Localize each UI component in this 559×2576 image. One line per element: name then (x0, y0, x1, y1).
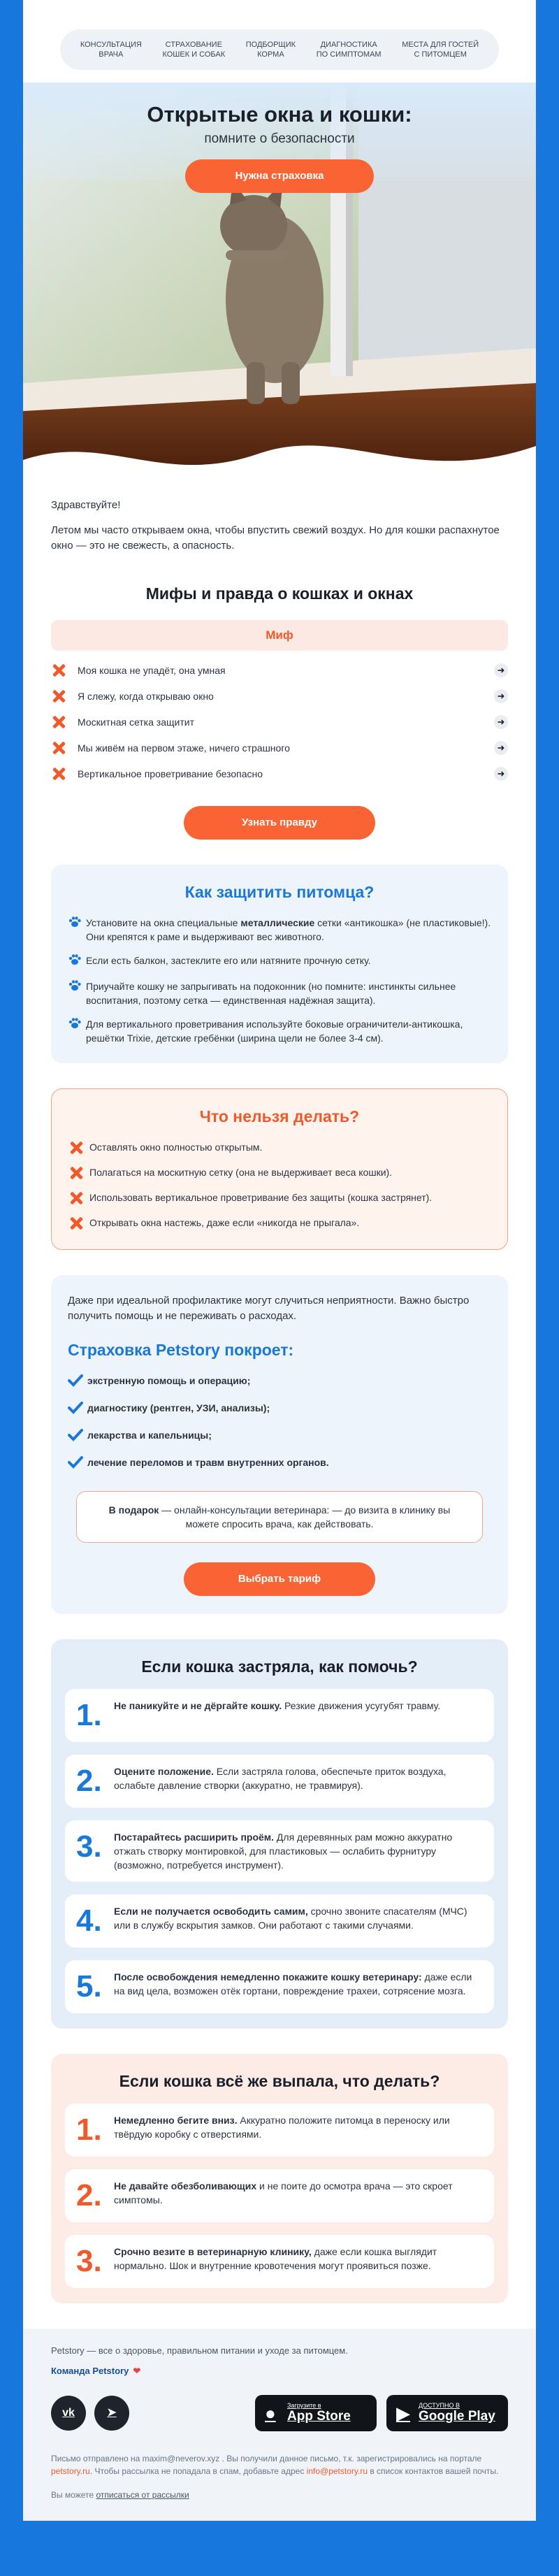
myth-item[interactable]: Я слежу, когда открываю окно ➜ (51, 684, 508, 709)
checkmark-icon (68, 1428, 87, 1446)
vk-icon[interactable]: vk (51, 2396, 86, 2431)
insurance-panel (51, 1275, 508, 1614)
step-number: 1. (76, 2113, 102, 2147)
nav-item-diagnostics[interactable]: ДИАГНОСТИКА ПО СИМПТОМАМ (316, 41, 382, 59)
nav-item-food[interactable]: ПОДБОРЩИК КОРМА (245, 41, 296, 59)
fell-panel (51, 2054, 508, 2303)
step-number: 2. (76, 2178, 102, 2212)
hero-header (23, 82, 536, 180)
fell-title: Если кошка всё же выпала, что делать? (119, 2072, 440, 2090)
greeting-text: Летом мы часто открываем окна, чтобы впустить свежий воздух. Но для кошки распахнутое окно — это не свежесть, а опасность. (51, 524, 500, 552)
arrow-right-icon[interactable]: ➜ (494, 715, 508, 729)
footer (23, 2329, 536, 2521)
arrow-right-icon[interactable]: ➜ (494, 741, 508, 755)
insurance-title: Страховка Petstory покроет: (68, 1341, 294, 1359)
myth-item[interactable]: Москитная сетка защитит ➜ (51, 710, 508, 735)
step-card: 5. После освобождения немедленно покажите кошку ветеринару: даже если на вид цела, возможен отёк гортани, повреждение трахеи, сотрясение мозга. (65, 1960, 494, 2013)
stuck-panel (51, 1639, 508, 2029)
cross-icon (68, 1140, 89, 1156)
list-item: лечение переломов и травм внутренних органов. (68, 1455, 491, 1473)
cross-icon (51, 740, 66, 756)
heart-icon: ❤ (133, 2366, 141, 2376)
checkmark-icon (68, 1374, 87, 1391)
greeting (23, 498, 536, 554)
myths-title: Мифы и правда о кошках и окнах (145, 584, 414, 603)
google-play-icon: ▶ (396, 2402, 410, 2424)
site-link[interactable]: petstory.ru (51, 2466, 90, 2476)
hero-title: Открытые окна и кошки: (147, 102, 412, 127)
list-item: Открывать окна настежь, даже если «никогда не прыгала». (68, 1216, 491, 1231)
cross-icon (51, 689, 66, 704)
step-card: 1. Немедленно бегите вниз. Аккуратно положите питомца в переноску или твёрдую коробку с отверстиями. (65, 2103, 494, 2157)
cross-icon (51, 766, 66, 782)
myth-item[interactable]: Вертикальное проветривание безопасно ➜ (51, 761, 508, 786)
step-number: 3. (76, 2244, 102, 2278)
list-item: Полагаться на москитную сетку (она не выдерживает веса кошки). (68, 1165, 491, 1181)
cross-icon (68, 1165, 89, 1181)
paw-icon (68, 915, 86, 944)
myth-list (51, 658, 508, 786)
learn-truth-button[interactable]: Узнать правду (184, 806, 375, 840)
legal-text: Письмо отправлено на maxim@neverov.xyz . Вы получили данное письмо, т.к. зарегистрировались на портале petstory.ru. Чтобы рассылка не попадала в спам, добавьте адрес info@petstory.ru в список контактов вашей почты. (51, 2454, 499, 2476)
step-number: 2. (76, 1764, 102, 1798)
cross-icon (51, 663, 66, 678)
arrow-right-icon[interactable]: ➜ (494, 663, 508, 677)
arrow-right-icon[interactable]: ➜ (494, 689, 508, 703)
need-insurance-button[interactable]: Нужна страховка (185, 159, 374, 193)
myth-header: Миф (51, 620, 508, 651)
footer-signature: Команда Petstory ❤ (51, 2366, 141, 2376)
choose-plan-button[interactable]: Выбрать тариф (184, 1562, 375, 1596)
myth-item[interactable]: Мы живём на первом этаже, ничего страшного ➜ (51, 735, 508, 761)
insurance-intro: Даже при идеальной профилактике могут случиться неприятности. Важно быстро получить помощь и не переживать о расходах. (68, 1295, 470, 1322)
step-number: 5. (76, 1969, 102, 2003)
list-item: Использовать вертикальное проветривание без защиты (кошка застрянет). (68, 1190, 491, 1206)
unsubscribe: Вы можете отписаться от рассылки (51, 2490, 189, 2500)
checkmark-icon (68, 1455, 87, 1473)
list-item: Приучайте кошку не запрыгивать на подоконник (но помните: инстинкты сильнее воспитания, поэтому сетка — единственная надёжная защита). (68, 979, 491, 1007)
list-item: лекарства и капельницы; (68, 1428, 491, 1446)
footer-about: Petstory — все о здоровье, правильном питании и уходе за питомцем. (51, 2345, 348, 2356)
list-item: диагностику (рентген, УЗИ, анализы); (68, 1401, 491, 1418)
dont-panel (51, 1088, 508, 1250)
google-play-button[interactable]: ▶ ДОСТУПНО В Google Play (386, 2395, 508, 2431)
list-item: Если есть балкон, застеклите его или натяните прочную сетку. (68, 954, 491, 970)
list-item: экстренную помощь и операцию; (68, 1374, 491, 1391)
list-item: Установите на окна специальные металлические сетки «антикошка» (не пластиковые!). Они крепятся к раме и выдерживают вес животного. (68, 916, 491, 944)
step-card: 2. Не давайте обезболивающих и не поите до осмотра врача — это скроет симптомы. (65, 2169, 494, 2222)
step-card: 4. Если не получается освободить самим, срочно звоните спасателям (МЧС) или в службу вскрытия замков. Они работают с такими случаями. (65, 1894, 494, 1948)
apple-icon: ● (265, 2402, 276, 2424)
cross-icon (51, 714, 66, 730)
hero (23, 82, 536, 474)
myth-item[interactable]: Моя кошка не упадёт, она умная ➜ (51, 658, 508, 683)
greeting-hello: Здравствуйте! (51, 499, 121, 511)
email-card (23, 0, 536, 2521)
app-store-button[interactable]: ● Загрузите в App Store (255, 2395, 377, 2431)
checkmark-icon (68, 1401, 87, 1418)
hero-subtitle: помните о безопасности (204, 131, 355, 146)
step-card: 3. Постарайтесь расширить проём. Для деревянных рам можно аккуратно отжать створку монтировкой, для пластиковых — ослабить фурнитуру (возможно, потребуется инструмент). (65, 1820, 494, 1882)
protect-title: Как защитить питомца? (184, 883, 375, 901)
nav-item-consultation[interactable]: КОНСУЛЬТАЦИЯ ВРАЧА (80, 41, 142, 59)
list-item: Оставлять окно полностью открытым. (68, 1140, 491, 1156)
dont-title: Что нельзя делать? (199, 1107, 360, 1125)
list-item: Для вертикального проветривания используйте боковые ограничители-антикошка, решётки Trixie, детские гребёнки (ширина щели не более 3-4 см). (68, 1017, 491, 1045)
step-number: 3. (76, 1829, 102, 1864)
step-card: 1. Не паникуйте и не дёргайте кошку. Резкие движения усугубят травму. (65, 1689, 494, 1742)
nav-item-places[interactable]: МЕСТА ДЛЯ ГОСТЕЙ С ПИТОМЦЕМ (402, 41, 479, 59)
protect-panel (51, 865, 508, 1063)
paw-icon (68, 953, 86, 970)
paw-icon (68, 979, 86, 1007)
cross-icon (68, 1190, 89, 1206)
paw-icon (68, 1016, 86, 1045)
step-card: 3. Срочно везите в ветеринарную клинику, даже если кошка выглядит нормально. Шок и внутренние кровотечения могут проявиться позже. (65, 2235, 494, 2288)
top-nav (60, 29, 499, 70)
unsubscribe-link[interactable]: отписаться от рассылки (96, 2490, 189, 2500)
stuck-title: Если кошка застряла, как помочь? (141, 1657, 418, 1676)
telegram-icon[interactable]: ➤ (94, 2396, 129, 2431)
nav-item-insurance[interactable]: СТРАХОВАНИЕ КОШЕК И СОБАК (162, 41, 226, 59)
step-number: 4. (76, 1904, 102, 1938)
cross-icon (68, 1216, 89, 1231)
step-card: 2. Оцените положение. Если застряла голова, обеспечьте приток воздуха, ослабьте давление створки (аккуратно, не травмируя). (65, 1755, 494, 1808)
email-link[interactable]: info@petstory.ru (306, 2466, 368, 2476)
gift-box: В подарок — онлайн-консультации ветеринара: — до визита в клинику вы можете спросить врача, как действовать. (76, 1491, 483, 1543)
step-number: 1. (76, 1698, 102, 1732)
arrow-right-icon[interactable]: ➜ (494, 767, 508, 781)
